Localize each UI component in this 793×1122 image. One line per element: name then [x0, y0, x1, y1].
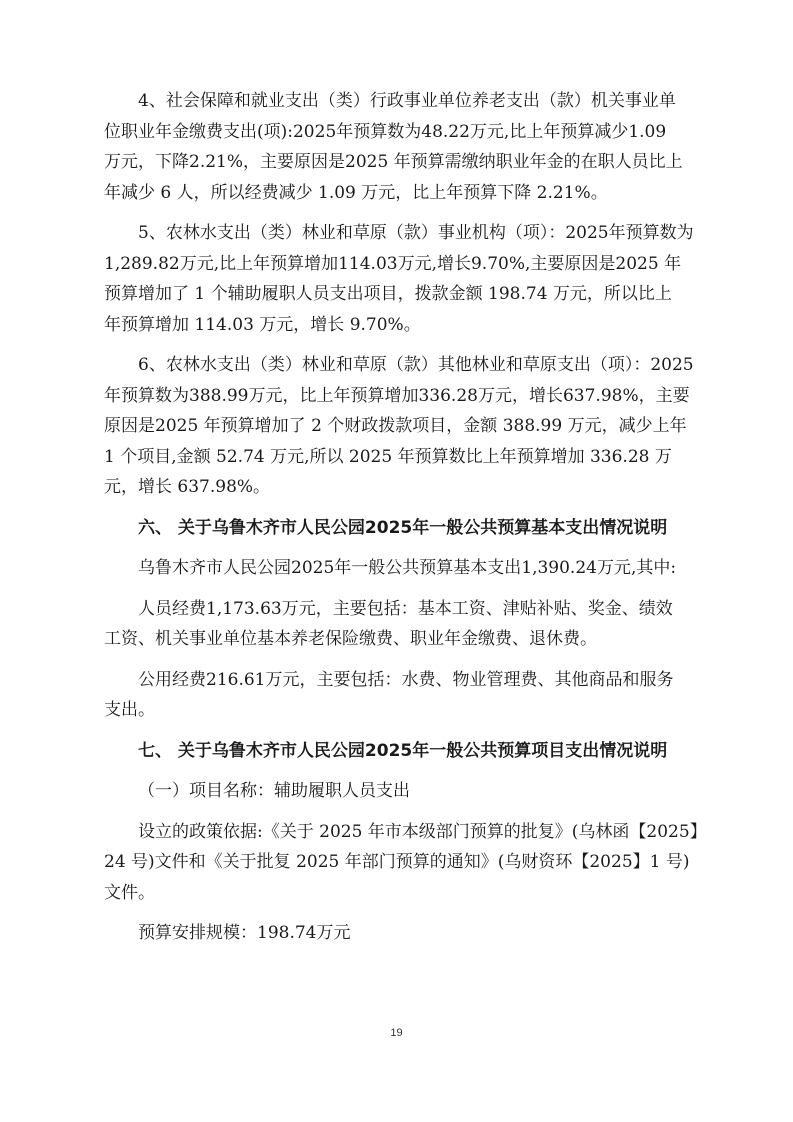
- paragraph: [104, 553, 709, 584]
- paragraph-line: 1,289.82万元,比上年预算增加114.03万元,增长9.70%,主要原因是2025 年: [104, 253, 682, 274]
- paragraph: [104, 665, 709, 726]
- paragraph: [104, 776, 709, 807]
- paragraph: [104, 86, 709, 208]
- paragraph-line: 元，增长 637.98%。: [104, 477, 271, 497]
- paragraph-line: 预算安排规模：198.74万元: [138, 923, 351, 943]
- paragraph-line: 文件。: [104, 882, 155, 903]
- paragraph-line: 预算增加了 1 个辅助履职人员支出项目，拨款金额 198.74 万元，所以比上: [104, 284, 672, 304]
- paragraph-line: 支出。: [104, 700, 155, 720]
- page-number: 19: [390, 1027, 403, 1039]
- section-heading: 七、 关于乌鲁木齐市人民公园2025年一般公共预算项目支出情况说明: [138, 740, 668, 761]
- document-body: [104, 86, 709, 959]
- section-heading: 六、 关于乌鲁木齐市人民公园2025年一般公共预算基本支出情况说明: [138, 517, 668, 538]
- paragraph-line: 6、农林水支出（类）林业和草原（款）其他林业和草原支出（项）：2025: [138, 355, 694, 375]
- paragraph-line: 原因是2025 年预算增加了 2 个财政拨款项目，金额 388.99 万元，减少上年: [104, 416, 687, 436]
- paragraph: [104, 350, 709, 503]
- paragraph: [104, 218, 709, 340]
- paragraph-line: 万元，下降2.21%，主要原因是2025 年预算需缴纳职业年金的在职人员比上: [104, 152, 683, 172]
- paragraph-line: 1 个项目,金额 52.74 万元,所以 2025 年预算数比上年预算增加 336.28 万: [104, 446, 672, 467]
- paragraph: [104, 817, 709, 909]
- paragraph-line: 乌鲁木齐市人民公园2025年一般公共预算基本支出1,390.24万元,其中:: [138, 558, 677, 578]
- paragraph-line: 年预算增加 114.03 万元，增长 9.70%。: [104, 314, 421, 335]
- paragraph-line: 设立的政策依据:《关于 2025 年市本级部门预算的批复》(乌林函【2025】: [138, 821, 707, 842]
- paragraph: [104, 918, 709, 949]
- paragraph-line: （一）项目名称：辅助履职人员支出: [138, 781, 410, 801]
- paragraph-line: 4、社会保障和就业支出（类）行政事业单位养老支出（款）机关事业单: [138, 91, 676, 111]
- paragraph-line: 位职业年金缴费支出(项):2025年预算数为48.22万元,比上年预算减少1.09: [104, 121, 667, 142]
- paragraph-line: 工资、机关事业单位基本养老保险缴费、职业年金缴费、退休费。: [104, 629, 597, 649]
- paragraph: [104, 594, 709, 655]
- paragraph-line: 年减少 6 人，所以经费减少 1.09 万元，比上年预算下降 2.21%。: [104, 182, 608, 203]
- paragraph-line: 年预算数为388.99万元，比上年预算增加336.28万元，增长637.98%，主要: [104, 385, 690, 406]
- paragraph-line: 5、农林水支出（类）林业和草原（款）事业机构（项）：2025年预算数为: [138, 223, 694, 243]
- paragraph-line: 公用经费216.61万元，主要包括：水费、物业管理费、其他商品和服务: [138, 669, 674, 690]
- paragraph-line: 24 号)文件和《关于批复 2025 年部门预算的通知》(乌财资环【2025】1 号): [104, 852, 690, 872]
- paragraph-line: 人员经费1,173.63万元，主要包括：基本工资、津贴补贴、奖金、绩效: [138, 598, 673, 619]
